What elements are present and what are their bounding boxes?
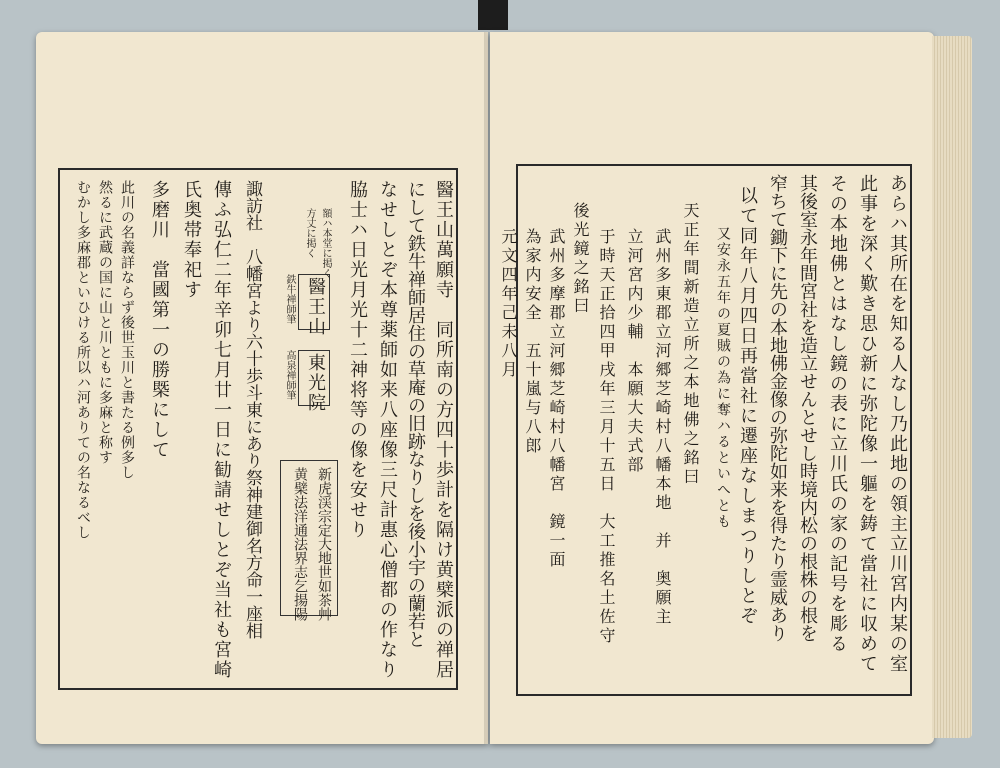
inscription-line: 武州多東郡立河郷芝崎村八幡本地 并 奥願主 — [653, 228, 672, 627]
text-column: にして鉄牛禅師居住の草庵の旧跡なりしを後小宇の蘭若と — [405, 180, 426, 648]
page-edges — [932, 36, 972, 738]
text-column: 傳ふ弘仁二年辛卯七月廿一日に勧請せしとぞ当社も宮崎 — [211, 180, 232, 680]
plaque-note: 高泉禅師筆 — [284, 350, 295, 400]
text-column: 此事を深く歎き思ひ新に弥陀像一軀を鋳て當社に収めて — [857, 174, 878, 674]
poem-line: 新虎渓宗定大地世如茶艸 — [316, 467, 332, 621]
mirror-inscription-title: 後光鏡之銘曰 — [571, 202, 590, 316]
plaque-note: 鉄牛禅師筆 — [284, 274, 295, 324]
mirror-inscription-line: 為家内安全 五十嵐与八郎 — [523, 228, 542, 456]
text-column: 窄ちて鋤下に先の本地佛金像の弥陀如来を得たり霊威あり — [767, 174, 788, 642]
inscription-line: 立河宮内少輔 本願大夫式部 — [625, 228, 644, 475]
text-column: 其後室永年間宮社を造立せんとせし時境内松の根株の根を — [797, 174, 818, 642]
inscription-line: 于時天正拾四甲戌年三月十五日 大工推名土佐守 — [597, 228, 616, 646]
left-bottom-rule — [60, 688, 456, 690]
annotation-column: むかし多麻郡といひける所以ハ河ありての名なるべし — [75, 180, 91, 540]
right-text-frame — [499, 164, 912, 696]
annotation-column: 此川の名義詳ならず後世玉川と書たる例多し — [119, 180, 135, 480]
mirror-inscription-line: 元文四年己未八月 — [499, 228, 518, 380]
right-page — [490, 32, 934, 744]
poem-line: 黄檗法洋通法界志乞揚陽 — [292, 467, 308, 621]
text-column: 氏奥帯奉祀す — [181, 180, 202, 300]
text-column: 又安永五年の夏賊の為に奪ハるといへとも — [715, 226, 731, 530]
left-page — [36, 32, 488, 744]
text-column: あらハ其所在を知る人なし乃此地の領主立川宮内某の室 — [887, 174, 908, 674]
text-column: なせしとぞ本尊薬師如来八座像三尺計惠心僧都の作なり — [377, 180, 398, 680]
plaque-text: 東光院 — [305, 353, 326, 413]
text-column: 以て同年八月四日再當社に遷座なしまつりしとぞ — [737, 186, 758, 626]
right-bottom-rule — [518, 694, 910, 696]
plaque-box-iozan — [298, 274, 330, 337]
plaque-note: 額ハ本堂に掲く — [320, 208, 331, 278]
mirror-inscription-line: 武州多摩郡立河郷芝崎村八幡宮 鏡一面 — [547, 228, 566, 570]
plaque-note: 方丈に掲く — [304, 208, 315, 258]
text-column: 諏訪社 八幡宮より六十歩斗東にあり祭神建御名方命一座相 — [242, 180, 262, 639]
temple-plaque-block — [278, 190, 334, 690]
plaque-box-tokoin — [298, 350, 330, 413]
bookmark-ribbon — [478, 0, 508, 30]
poem-box — [280, 460, 338, 621]
text-column: 多磨川 當國第一の勝槩にして — [149, 180, 170, 460]
inscription-title: 天正年間新造立所之本地佛之銘曰 — [681, 202, 700, 487]
plaque-text: 醫王山 — [305, 277, 326, 337]
text-column: 醫王山萬願寺 同所南の方四十歩計を隔け黄檗派の禅居 — [433, 180, 454, 680]
left-text-frame — [58, 168, 458, 690]
text-column: その本地佛とはなし鏡の表に立川氏の家の記号を彫る — [827, 174, 848, 654]
annotation-column: 然るに武蔵の国に山と川ともに多麻と称す — [97, 180, 113, 465]
text-column: 脇士ハ日光月光十二神将等の像を安せり — [347, 180, 368, 540]
